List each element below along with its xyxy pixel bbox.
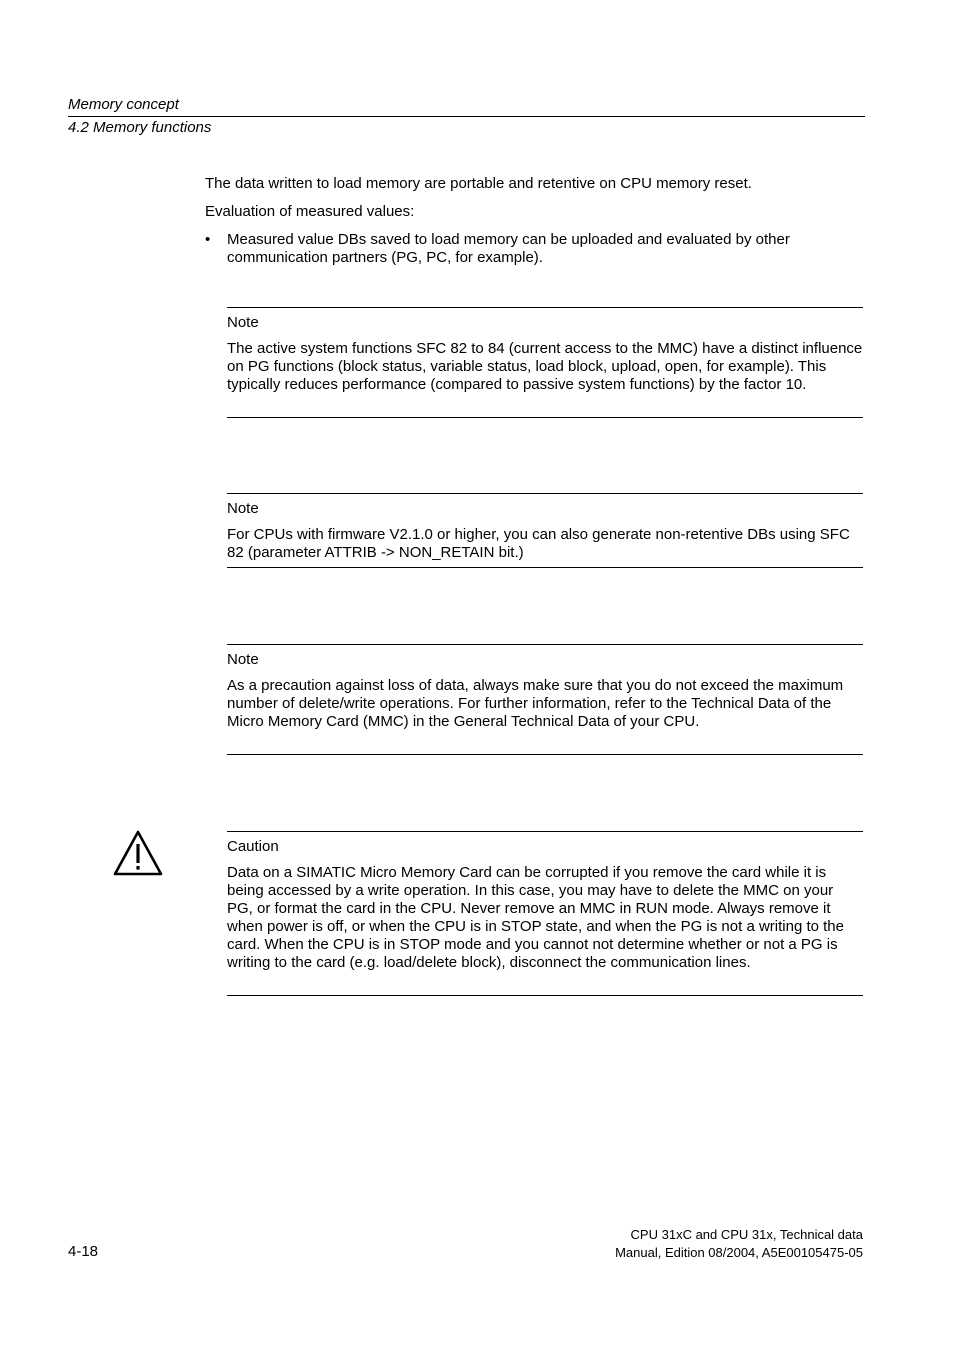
bullet-text: Measured value DBs saved to load memory can be uploaded and evaluated by other communication partners (PG, PC, for example). bbox=[227, 231, 790, 266]
note-box-2 bbox=[227, 493, 863, 568]
footer-doc-title: CPU 31xC and CPU 31x, Technical data bbox=[630, 1227, 863, 1242]
section-title: 4.2 Memory functions bbox=[68, 119, 212, 136]
caution-title: Caution bbox=[227, 838, 279, 855]
note-title: Note bbox=[227, 314, 259, 331]
footer-doc-info bbox=[615, 1226, 863, 1262]
bullet-glyph: • bbox=[205, 231, 211, 248]
page-header bbox=[68, 95, 865, 137]
chapter-title: Memory concept bbox=[68, 96, 179, 113]
warning-triangle-icon bbox=[112, 829, 164, 877]
footer-doc-edition: Manual, Edition 08/2004, A5E00105475-05 bbox=[615, 1245, 863, 1260]
note-title: Note bbox=[227, 651, 259, 668]
note-text: The active system functions SFC 82 to 84 (current access to the MMC) have a distinct influence on PG functions (block status, variable status, load block, upload, open, for example). This typically reduces performance (compared to passive system functions) by the factor 10. bbox=[227, 340, 863, 393]
intro-paragraph: The data written to load memory are portable and retentive on CPU memory reset. bbox=[205, 175, 752, 192]
caution-box bbox=[227, 831, 863, 996]
note-text: As a precaution against loss of data, always make sure that you do not exceed the maximum number of delete/write operations. For further information, refer to the Technical Data of the Micro Memory Card (MMC) in the General Technical Data of your CPU. bbox=[227, 677, 844, 730]
note-box-3 bbox=[227, 644, 863, 755]
note-title: Note bbox=[227, 500, 259, 517]
evaluation-heading: Evaluation of measured values: bbox=[205, 203, 415, 220]
note-text: For CPUs with firmware V2.1.0 or higher, you can also generate non-retentive DBs using SFC 82 (parameter ATTRIB -> NON_RETAIN bit.) bbox=[227, 526, 850, 561]
caution-text: Data on a SIMATIC Micro Memory Card can be corrupted if you remove the card while it is being accessed by a write operation. In this case, you may have to delete the MMC on your PG, or format the card in the CPU. Never remove an MMC in RUN mode. Always remove it when power is off, or when the CPU is in STOP state, and when the PG is not a writing to the card. When the CPU is in STOP mode and you cannot not determine whether or not a PG is writing to the card (e.g. load/delete block), disconnect the communication lines. bbox=[227, 864, 844, 971]
bullet-item bbox=[205, 231, 865, 267]
page-number: 4-18 bbox=[68, 1243, 99, 1260]
note-box-1 bbox=[227, 307, 863, 418]
header-rule bbox=[68, 116, 865, 117]
